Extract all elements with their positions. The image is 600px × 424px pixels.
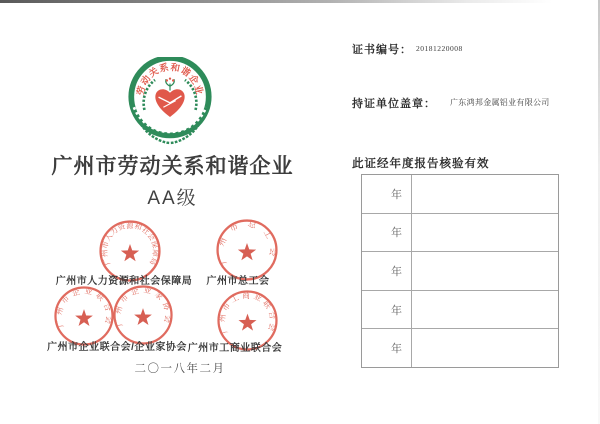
seal-arc-text: 广州市总工会 (215, 218, 279, 266)
harmony-enterprise-logo-icon (126, 57, 214, 147)
star-icon (75, 309, 93, 326)
issue-date: 二〇一八年二月 (134, 363, 226, 375)
certificate-number-row (352, 40, 463, 58)
year-cell: 年 (362, 214, 412, 252)
scan-edge-top (0, 0, 600, 3)
svg-text:广州市人力资源和社会保障局 (100, 221, 161, 267)
logo-arc-text: 劳动关系和谐企业 (135, 61, 205, 97)
annual-verification-table (361, 174, 559, 368)
verification-cell (412, 175, 558, 213)
year-cell: 年 (362, 291, 412, 329)
verification-cell (412, 329, 558, 367)
seal-arc-text: 广州市企业家协会 (113, 285, 173, 328)
issuer-label-industry-commerce: 广州市工商业联合会 (187, 343, 283, 354)
verification-cell (412, 214, 558, 252)
year-cell: 年 (362, 175, 412, 213)
annual-verification-title: 此证经年度报告核验有效 (352, 158, 490, 170)
year-cell: 年 (362, 252, 412, 290)
svg-text:广州市总工会 (215, 218, 279, 265)
table-row (362, 252, 558, 291)
table-row (362, 175, 558, 214)
verification-cell (412, 252, 558, 290)
holder-stamp-label: 持证单位盖章： (352, 98, 436, 110)
verification-cell (412, 291, 558, 329)
seal-arc-text: 广州市工商业联合会 (217, 290, 278, 336)
certificate-title: 广州市劳动关系和谐企业 (51, 155, 294, 178)
issuer-label-human-resources-bureau: 广州市人力资源和社会保障局 (55, 276, 193, 287)
star-icon (238, 314, 256, 331)
svg-text:广州市工商业联合会 (216, 290, 278, 336)
seal-entrepreneurs-association (112, 284, 174, 346)
issuer-label-trade-unions: 广州市总工会 (206, 276, 270, 287)
seal-arc-text: 广州市企业联合会 (54, 286, 114, 329)
star-icon (121, 244, 139, 261)
holder-stamp-row (352, 94, 550, 112)
seal-arc-text: 广州市人力资源和社会保障局 (99, 220, 161, 267)
holder-company-name: 广东鸿邦金属铝业有限公司 (450, 98, 550, 107)
star-icon (134, 308, 152, 325)
year-cell: 年 (362, 329, 412, 367)
issuer-label-enterprise-confederation: 广州市企业联合会/企业家协会 (47, 342, 187, 353)
table-row (362, 329, 558, 367)
certificate-number-value: 20181220008 (416, 44, 463, 53)
table-row (362, 291, 558, 330)
certificate-number-label: 证书编号： (352, 44, 412, 56)
star-icon (238, 243, 256, 260)
certificate-grade: AA级 (147, 188, 198, 209)
table-row (362, 214, 558, 253)
